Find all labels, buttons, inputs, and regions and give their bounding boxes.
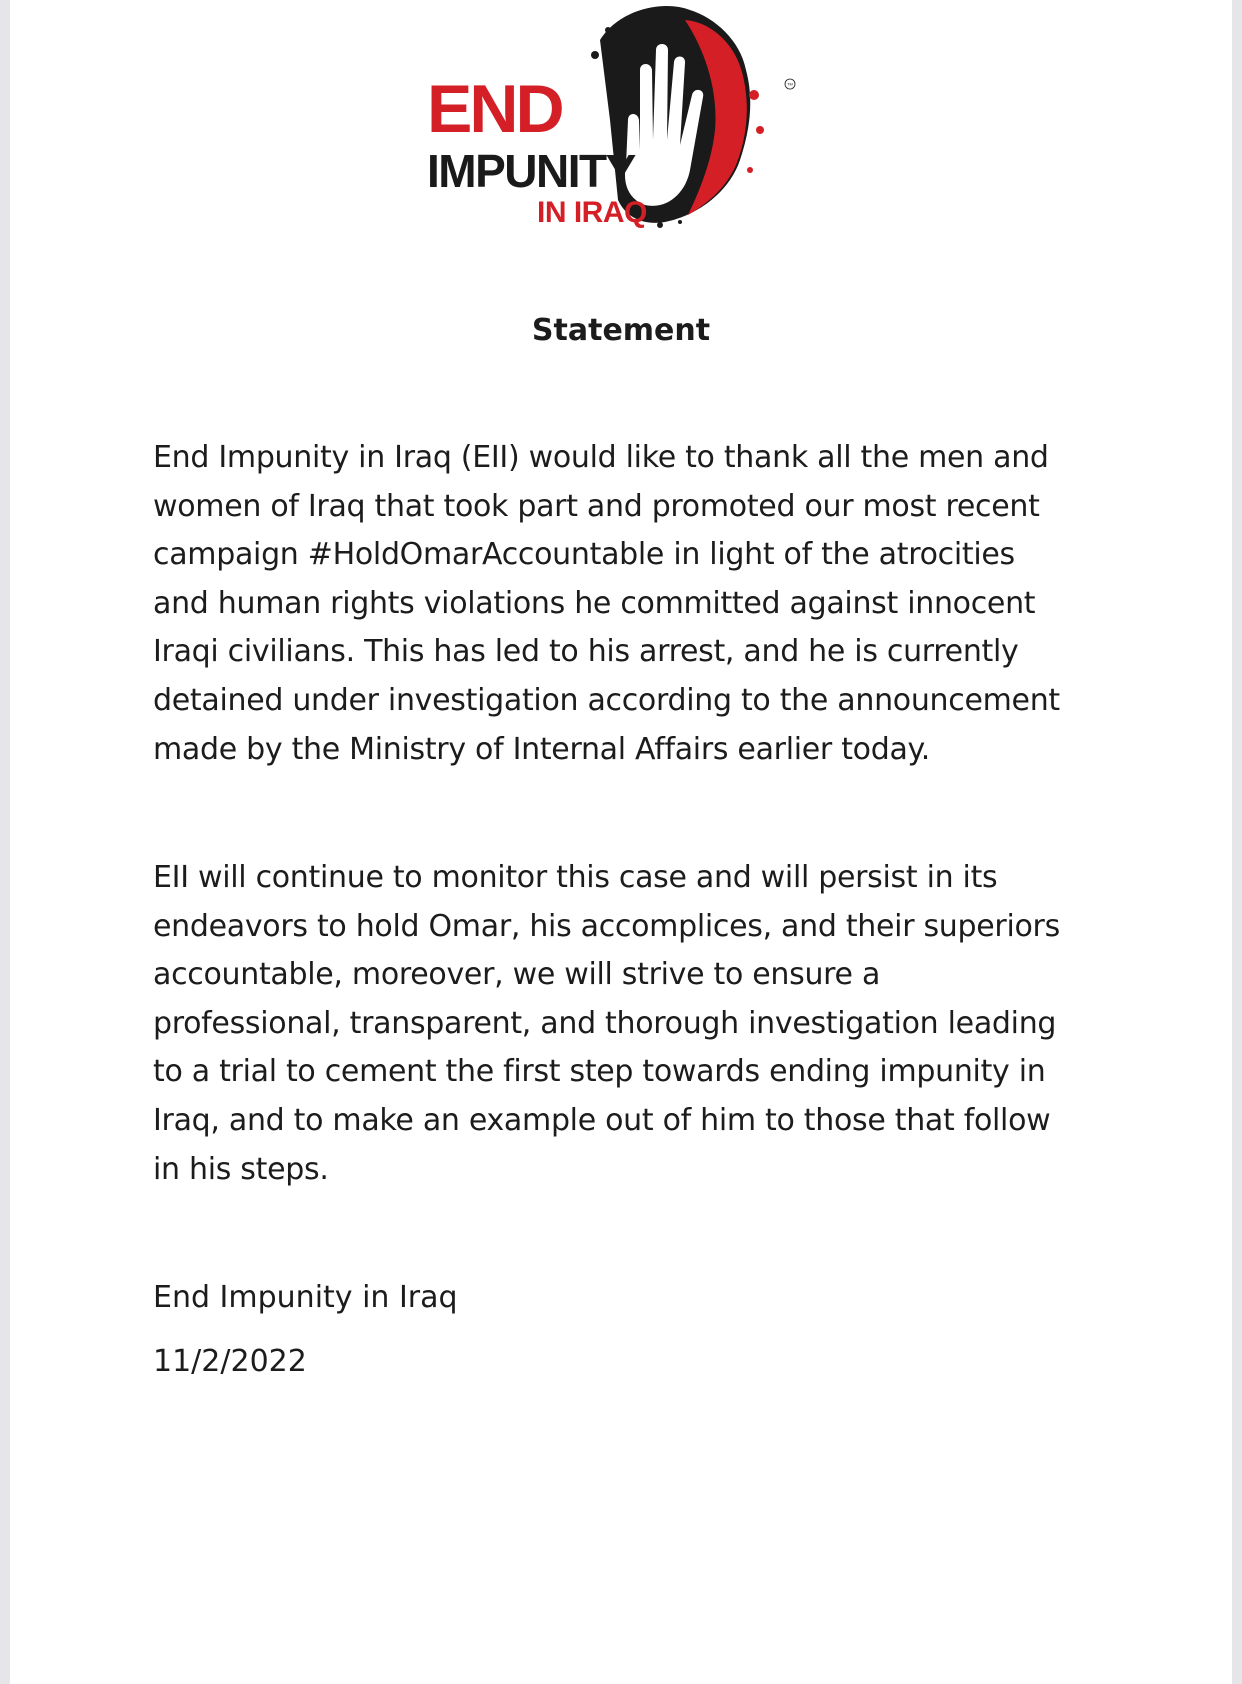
- trademark-mark: TM: [787, 81, 793, 87]
- end-impunity-logo: [427, 0, 810, 230]
- document-page: [10, 0, 1232, 1684]
- document-title: Statement: [531, 313, 711, 348]
- statement-paragraph-1: End Impunity in Iraq (EII) would like to thank all the men and women of Iraq that took part and promoted our most recent campaign #HoldOmarAccountable in light of the atrocities and human rights violations he committed against innocent Iraqi civilians. This has led to his arrest, and he is currently detained under investigation according to the announcement made by the Ministry of Internal Affairs earlier today.: [153, 440, 1060, 767]
- logo-in-iraq-text: IN IRAQ: [537, 196, 647, 229]
- statement-date: 11/2/2022: [153, 1344, 307, 1379]
- signature-line: End Impunity in Iraq: [153, 1280, 458, 1315]
- logo-impunity-text: IMPUNITY: [427, 145, 635, 197]
- statement-paragraph-2: EII will continue to monitor this case and will persist in its endeavors to hold Omar, his accomplices, and their superiors accountable, moreover, we will strive to ensure a professional, transparent, and thorough investigation leading to a trial to cement the first step towards ending impunity in Iraq, and to make an example out of him to those that follow in his steps.: [153, 860, 1060, 1187]
- logo-end-text: END: [427, 71, 562, 147]
